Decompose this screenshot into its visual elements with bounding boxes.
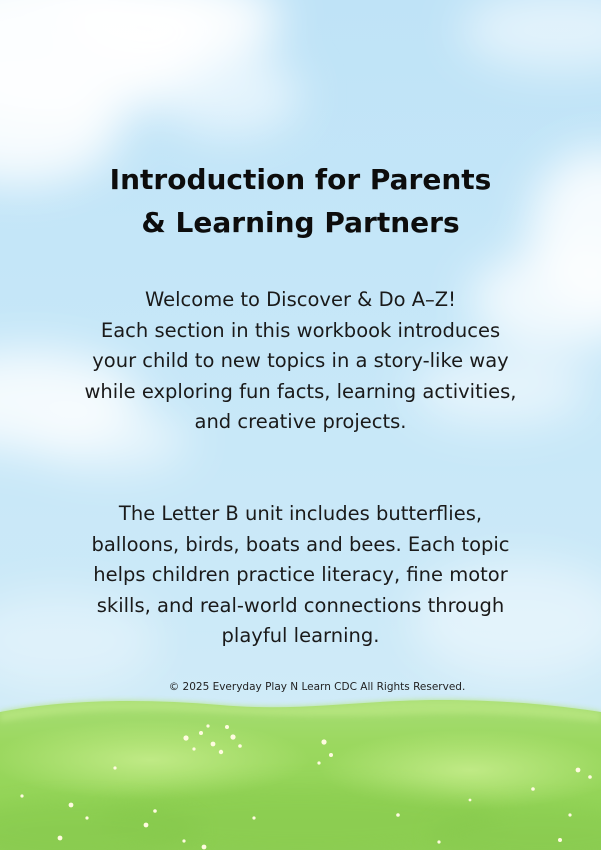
unit-line: The Letter B unit includes butterflies, xyxy=(118,502,483,525)
copyright-notice: © 2025 Everyday Play N Learn CDC All Rights Reserved. xyxy=(168,681,466,693)
unit-line: skills, and real-world connections through xyxy=(96,593,505,617)
intro-line: your child to new topics in a story-like way xyxy=(92,349,509,372)
unit-line: playful learning. xyxy=(221,624,380,647)
title-line-2: & Learning Partners xyxy=(141,206,460,239)
intro-line: Each section in this workbook introduces xyxy=(100,318,501,342)
intro-line: Welcome to Discover & Do A–Z! xyxy=(145,288,456,311)
page-title xyxy=(0,158,601,244)
cloud-top-right xyxy=(460,0,601,70)
intro-line: while exploring fun facts, learning activities, xyxy=(84,379,517,403)
unit-line: balloons, birds, boats and bees. Each topic xyxy=(91,532,510,556)
intro-line: and creative projects. xyxy=(194,410,407,433)
intro-paragraph xyxy=(40,285,561,438)
unit-line: helps children practice literacy, fine motor xyxy=(93,563,508,586)
grass-meadow xyxy=(0,700,601,850)
unit-paragraph xyxy=(40,499,561,652)
title-line-1: Introduction for Parents xyxy=(109,163,492,196)
